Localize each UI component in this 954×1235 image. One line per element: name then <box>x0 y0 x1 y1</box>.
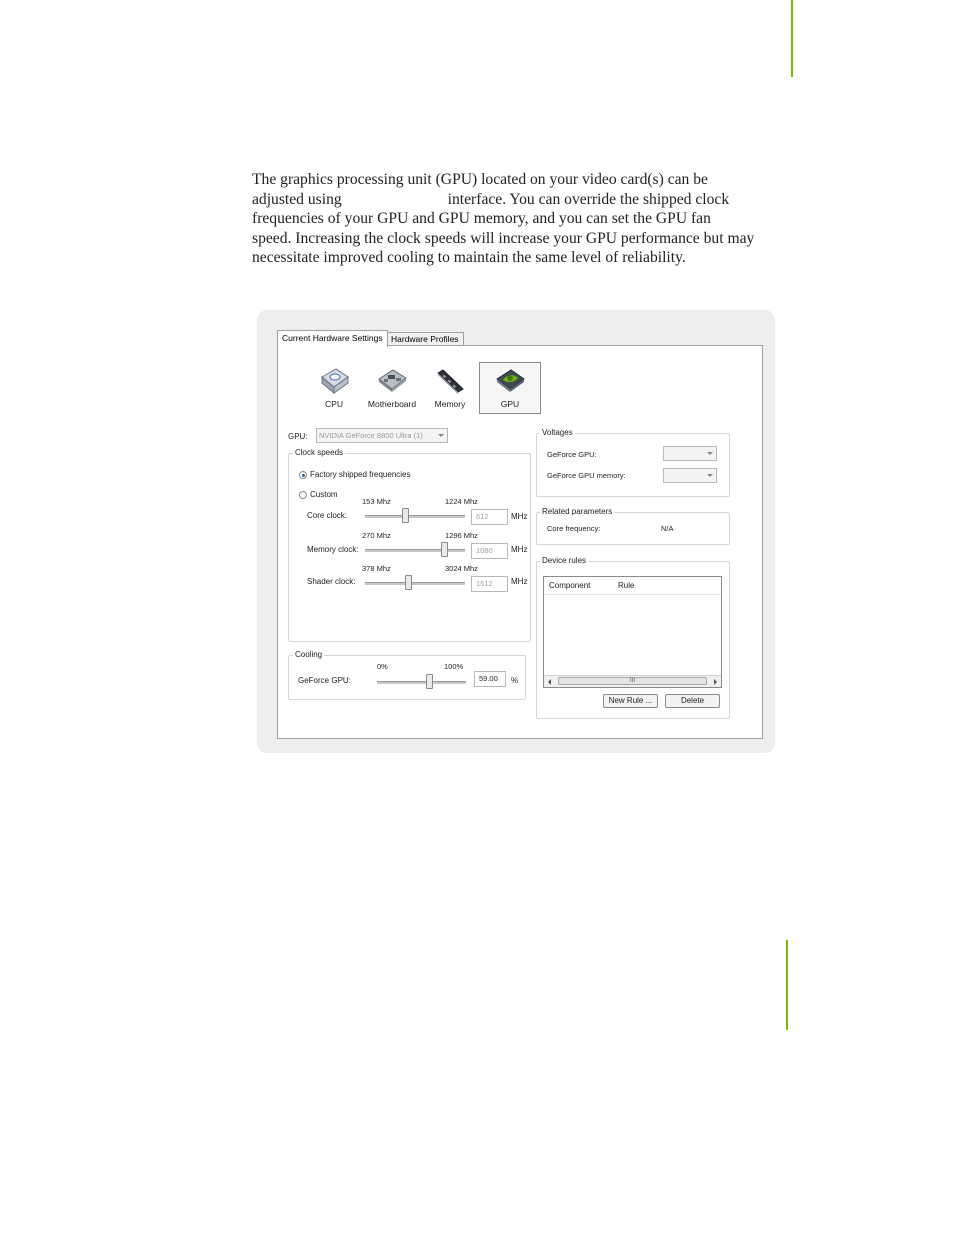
voltage-gpu-label: GeForce GPU: <box>547 450 597 459</box>
core-clock-slider-thumb[interactable] <box>402 508 409 523</box>
voltages-group <box>536 433 730 497</box>
shader-clock-unit: MHz <box>511 577 528 586</box>
column-header-component[interactable]: Component <box>549 581 591 590</box>
voltage-memory-label: GeForce GPU memory: <box>547 471 626 480</box>
scroll-right-icon[interactable] <box>714 679 717 685</box>
custom-frequencies-radio[interactable] <box>299 491 307 499</box>
shader-clock-min: 378 Mhz <box>362 564 391 573</box>
top-accent-rule <box>791 0 793 77</box>
gpu-select[interactable] <box>316 428 448 443</box>
shader-clock-label: Shader clock: <box>307 577 356 586</box>
factory-frequencies-radio[interactable] <box>299 471 307 479</box>
memory-clock-min: 270 Mhz <box>362 531 391 540</box>
intro-line-start: adjusted using <box>252 190 342 208</box>
cooling-slider-thumb[interactable] <box>426 674 433 689</box>
cpu-icon <box>318 365 350 397</box>
delete-rule-button[interactable]: Delete <box>665 694 720 708</box>
hardware-settings-panel <box>277 345 763 739</box>
clock-speeds-title: Clock speeds <box>295 448 344 457</box>
intro-line <box>252 190 792 210</box>
hardware-motherboard-button[interactable] <box>362 363 422 413</box>
memory-clock-unit: MHz <box>511 545 528 554</box>
hardware-cpu-button[interactable] <box>304 363 364 413</box>
intro-line: speed. Increasing the clock speeds will increase your GPU performance but may <box>252 229 755 247</box>
custom-frequencies-label: Custom <box>310 490 338 499</box>
header-divider <box>544 594 721 595</box>
tab-hardware-profiles[interactable]: Hardware Profiles <box>386 332 464 347</box>
shader-clock-max: 3024 Mhz <box>445 564 478 573</box>
new-rule-button[interactable]: New Rule ... <box>603 694 658 708</box>
voltage-memory-select[interactable] <box>663 468 717 483</box>
scroll-left-icon[interactable] <box>548 679 551 685</box>
core-clock-min: 153 Mhz <box>362 497 391 506</box>
hardware-label: GPU <box>500 399 520 409</box>
core-clock-max: 1224 Mhz <box>445 497 478 506</box>
chevron-down-icon <box>438 434 444 437</box>
hardware-gpu-button[interactable] <box>479 362 541 414</box>
core-clock-slider-track <box>365 515 465 518</box>
gpu-icon <box>494 365 526 397</box>
chevron-down-icon <box>707 474 713 477</box>
memory-icon <box>434 365 466 397</box>
intro-line: frequencies of your GPU and GPU memory, and you can set the GPU fan <box>252 210 711 227</box>
cooling-unit: % <box>511 676 519 685</box>
device-rules-title: Device rules <box>542 556 587 565</box>
memory-clock-label: Memory clock: <box>307 545 359 554</box>
related-parameters-title: Related parameters <box>542 507 613 516</box>
hardware-label: Motherboard <box>367 399 417 409</box>
cooling-max: 100% <box>444 662 464 671</box>
cooling-title: Cooling <box>295 650 323 659</box>
hardware-label: CPU <box>325 399 343 409</box>
core-frequency-label: Core frequency: <box>547 524 601 533</box>
chevron-down-icon <box>707 452 713 455</box>
core-clock-label: Core clock: <box>307 511 348 520</box>
motherboard-icon <box>376 365 408 397</box>
shader-clock-input[interactable]: 1512 <box>471 576 508 592</box>
cooling-input[interactable]: 59.00 <box>474 671 506 687</box>
hardware-label: Memory <box>434 399 466 409</box>
memory-clock-slider-thumb[interactable] <box>441 542 448 557</box>
hardware-memory-button[interactable] <box>420 363 480 413</box>
tab-current-hardware-settings[interactable]: Current Hardware Settings <box>277 330 388 347</box>
intro-line: necessitate improved cooling to maintain the same level of reliability. <box>252 249 686 266</box>
intro-line: The graphics processing unit (GPU) located on your video card(s) can be <box>252 171 708 188</box>
shader-clock-slider-thumb[interactable] <box>405 575 412 590</box>
bottom-accent-rule <box>786 940 788 1030</box>
cooling-gpu-label: GeForce GPU: <box>298 676 351 685</box>
memory-clock-max: 1296 Mhz <box>445 531 478 540</box>
column-header-rule[interactable]: Rule <box>618 581 635 590</box>
factory-frequencies-label: Factory shipped frequencies <box>310 470 411 479</box>
scrollbar-thumb[interactable]: III <box>558 677 707 685</box>
voltage-gpu-select[interactable] <box>663 446 717 461</box>
horizontal-scrollbar[interactable] <box>544 675 721 687</box>
cooling-slider-track <box>377 681 466 684</box>
core-frequency-value: N/A <box>661 524 674 533</box>
core-clock-unit: MHz <box>511 512 528 521</box>
core-clock-input[interactable]: 612 <box>471 509 508 525</box>
device-rules-list[interactable] <box>543 576 722 688</box>
shader-clock-slider-track <box>365 582 465 585</box>
gpu-select-value: NVIDIA GeForce 8800 Ultra (1) <box>319 431 423 440</box>
intro-paragraph <box>252 170 792 268</box>
cooling-min: 0% <box>377 662 388 671</box>
memory-clock-input[interactable]: 1080 <box>471 543 508 559</box>
voltages-title: Voltages <box>542 428 573 437</box>
gpu-select-label: GPU: <box>288 432 308 441</box>
intro-line-end: interface. You can override the shipped clock <box>447 190 730 208</box>
memory-clock-slider-track <box>365 549 465 552</box>
